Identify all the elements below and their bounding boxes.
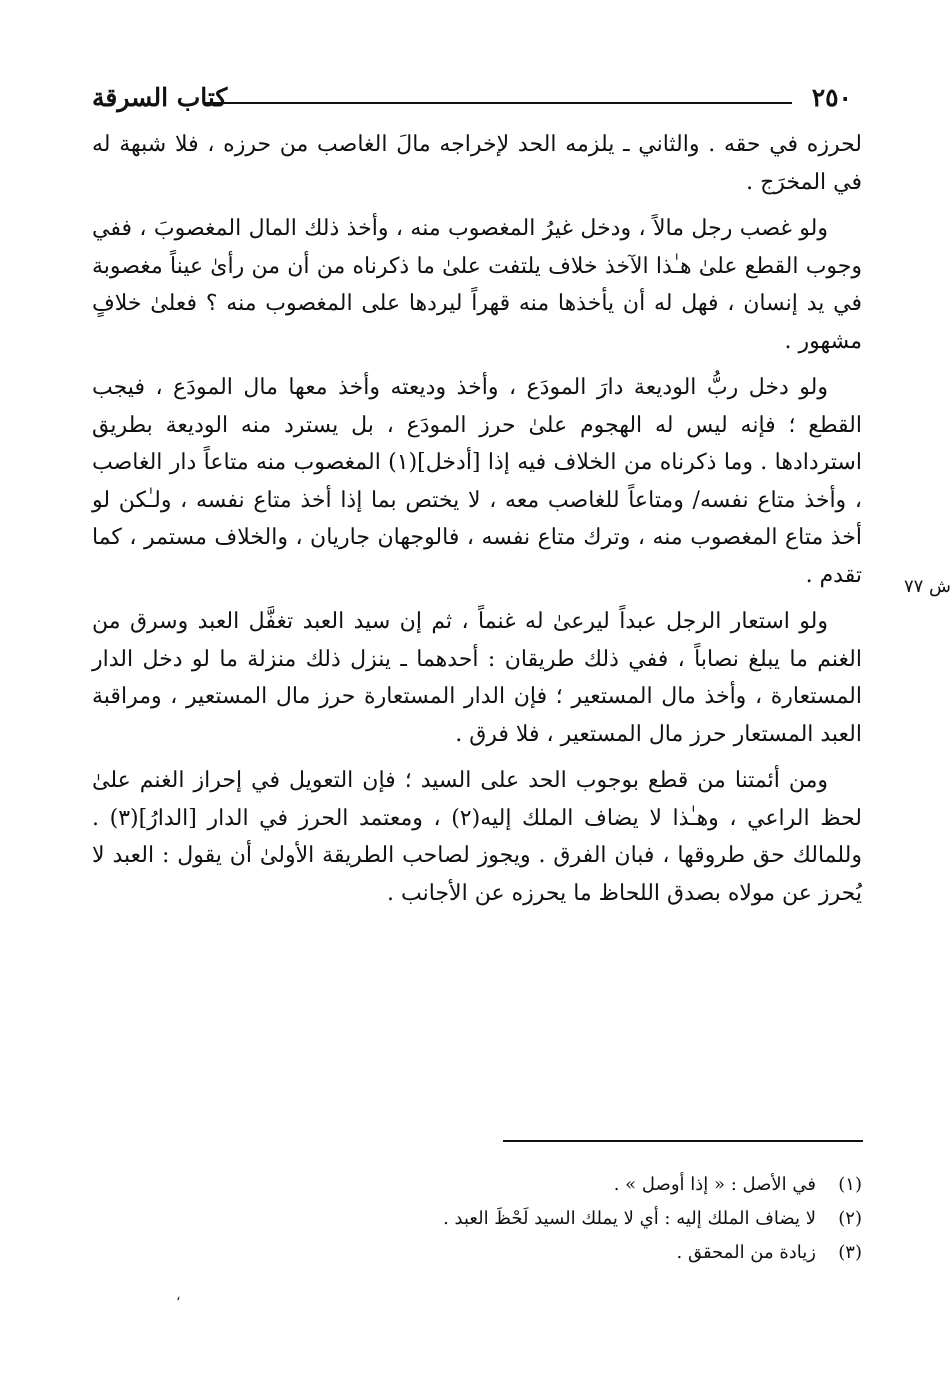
body-text bbox=[92, 126, 862, 921]
footnote-rule bbox=[503, 1140, 863, 1142]
footnote-text: زيادة من المحقق . bbox=[676, 1242, 816, 1263]
footnote-3 bbox=[92, 1236, 862, 1270]
marginal-folio-note: ش ٧٧ bbox=[903, 576, 951, 597]
footnote-text: لا يضاف الملك إليه : أي لا يملك السيد لَحْظَ العبد . bbox=[443, 1208, 816, 1229]
footnote-number: (١) bbox=[838, 1174, 862, 1195]
stray-mark: ، bbox=[176, 1288, 181, 1304]
book-title: كتاب السرقة bbox=[92, 83, 228, 112]
paragraph-4: ولو استعار الرجل عبداً ليرعىٰ له غنماً ، ثم إن سيد العبد تغفَّل العبد وسرق من الغنم ما يبلغ نصاباً ، ففي ذلك طريقان : أحدهما ـ ينزل ذلك منزلة ما لو دخل الدار المستعارة ، وأخذ مال المستعير ؛ فإن الدار المستعارة حرز مال المستعير ، ومراقبة العبد المستعار حرز مال المستعير ، فلا فرق . bbox=[92, 609, 862, 747]
footnotes bbox=[92, 1168, 862, 1270]
footnote-number: (٣) bbox=[838, 1242, 862, 1263]
paragraph-3: ولو دخل ربُّ الوديعة دارَ المودَع ، وأخذ وديعته وأخذ معها مال المودَع ، فيجب القطع ؛ فإنه ليس له الهجوم علىٰ حرز المودَع ، بل يسترد منه الوديعة بطريق استردادها . وما ذكرناه من الخلاف فيه إذا [أدخل](١) المغصوب منه متاعاً دار الغاصب ، وأخذ متاع نفسه/ ومتاعاً للغاصب معه ، لا يختص بما إذا أخذ متاع نفسه ، ولـٰكن لو أخذ متاع المغصوب منه ، وترك متاع نفسه ، فالوجهان جاريان ، والخلاف مستمر ، كما تقدم . bbox=[92, 375, 862, 588]
page-number: ٢٥٠ bbox=[811, 83, 852, 112]
header-rule bbox=[204, 102, 792, 104]
paragraph-2: ولو غصب رجل مالاً ، ودخل غيرُ المغصوب منه ، وأخذ ذلك المال المغصوبَ ، ففي وجوب القطع علىٰ هـٰذا الآخذ خلاف يلتفت علىٰ ما ذكرناه من أن من رأىٰ عيناً مغصوبة في يد إنسان ، فهل له أن يأخذها منه قهراً ليردها على المغصوب منه ؟ فعلىٰ خلافٍ مشهور . bbox=[92, 216, 862, 354]
paragraph-1: لحرزه في حقه . والثاني ـ يلزمه الحد لإخراجه مالَ الغاصب من حرزه ، فلا شبهة له في المخرَج . bbox=[92, 132, 862, 195]
footnote-2 bbox=[92, 1202, 862, 1236]
paragraph-5: ومن أئمتنا من قطع بوجوب الحد على السيد ؛ فإن التعويل في إحراز الغنم علىٰ لحظ الراعي ، وهـٰذا لا يضاف الملك إليه(٢) ، ومعتمد الحرز في الدار [الدارُ](٣) . وللمالك حق طروقها ، فبان الفرق . ويجوز لصاحب الطريقة الأولىٰ أن يقول : العبد لا يُحرز عن مولاه بصدق اللحاظ ما يحرزه عن الأجانب . bbox=[92, 768, 862, 906]
page-header bbox=[92, 80, 852, 120]
footnote-1 bbox=[92, 1168, 862, 1202]
footnote-number: (٢) bbox=[838, 1208, 862, 1229]
footnote-text: في الأصل : « إذا أوصل » . bbox=[613, 1174, 816, 1195]
